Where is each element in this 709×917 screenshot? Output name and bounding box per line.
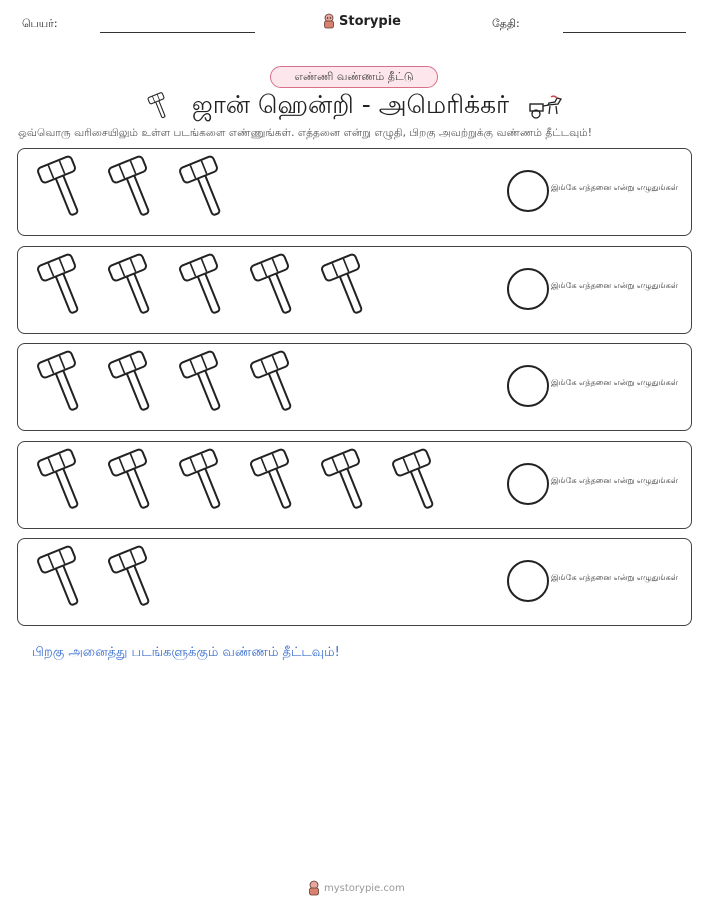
- hammer-icon[interactable]: [99, 545, 170, 615]
- hammer-group: [28, 253, 383, 323]
- hammer-icon: [146, 92, 172, 122]
- hammer-icon[interactable]: [241, 253, 312, 323]
- bottom-note: பிறகு அனைத்து படங்களுக்கும் வண்ணம் தீட்டவும்!: [32, 645, 340, 660]
- hammer-icon[interactable]: [312, 448, 383, 518]
- answer-circle[interactable]: [507, 170, 549, 212]
- instruction-text: ஒவ்வொரு வரிசையிலும் உள்ள படங்களை எண்ணுங்கள். எத்தனை என்று எழுதி, பிறகு அவற்றுக்கு வண்ணம் தீட்டவும்!: [18, 127, 593, 139]
- hammer-icon[interactable]: [170, 448, 241, 518]
- date-label: தேதி:: [492, 17, 520, 30]
- answer-circle[interactable]: [507, 268, 549, 310]
- name-label: பெயர்:: [22, 17, 58, 30]
- hammer-icon[interactable]: [241, 448, 312, 518]
- counting-row: [17, 246, 692, 334]
- hammer-group: [28, 448, 454, 518]
- page-title: [0, 90, 709, 123]
- brand-name: Storypie: [339, 13, 401, 29]
- mascot-icon: [307, 880, 321, 896]
- answer-circle[interactable]: [507, 463, 549, 505]
- date-line[interactable]: [563, 32, 686, 33]
- hammer-icon[interactable]: [241, 350, 312, 420]
- counting-row: [17, 538, 692, 626]
- counting-row: [17, 343, 692, 431]
- answer-hint: இங்கே எத்தனை என்று எழுதுங்கள்: [551, 378, 678, 387]
- hammer-icon[interactable]: [170, 253, 241, 323]
- mascot-icon: [322, 13, 336, 29]
- counting-row: [17, 441, 692, 529]
- hammer-group: [28, 155, 241, 225]
- hammer-icon[interactable]: [170, 350, 241, 420]
- activity-badge: எண்ணி வண்ணம் தீட்டு: [270, 66, 438, 88]
- answer-hint: இங்கே எத்தனை என்று எழுதுங்கள்: [551, 475, 678, 485]
- hammer-icon[interactable]: [170, 155, 241, 225]
- hammer-icon[interactable]: [99, 253, 170, 323]
- title-text: ஜான் ஹென்றி - அமெரிக்கர்: [191, 90, 510, 119]
- hammer-icon[interactable]: [28, 545, 99, 615]
- name-line[interactable]: [100, 32, 255, 33]
- counting-row: [17, 148, 692, 236]
- horse-cart-icon: [529, 94, 563, 120]
- hammer-icon[interactable]: [99, 350, 170, 420]
- hammer-icon[interactable]: [28, 155, 99, 225]
- answer-circle[interactable]: [507, 560, 549, 602]
- hammer-icon[interactable]: [99, 448, 170, 518]
- answer-hint: இங்கே எத்தனை என்று எழுதுங்கள்: [551, 183, 678, 192]
- footer-url[interactable]: mystorypie.com: [324, 882, 405, 894]
- brand-logo: [322, 13, 401, 29]
- footer: [307, 880, 405, 896]
- hammer-group: [28, 545, 170, 615]
- hammer-icon[interactable]: [99, 155, 170, 225]
- hammer-icon[interactable]: [28, 350, 99, 420]
- answer-hint: இங்கே எத்தனை என்று எழுதுங்கள்: [551, 573, 678, 582]
- answer-circle[interactable]: [507, 365, 549, 407]
- hammer-icon[interactable]: [312, 253, 383, 323]
- hammer-icon[interactable]: [28, 253, 99, 323]
- hammer-icon[interactable]: [28, 448, 99, 518]
- answer-hint: இங்கே எத்தனை என்று எழுதுங்கள்: [551, 280, 678, 290]
- hammer-icon[interactable]: [383, 448, 454, 518]
- hammer-group: [28, 350, 312, 420]
